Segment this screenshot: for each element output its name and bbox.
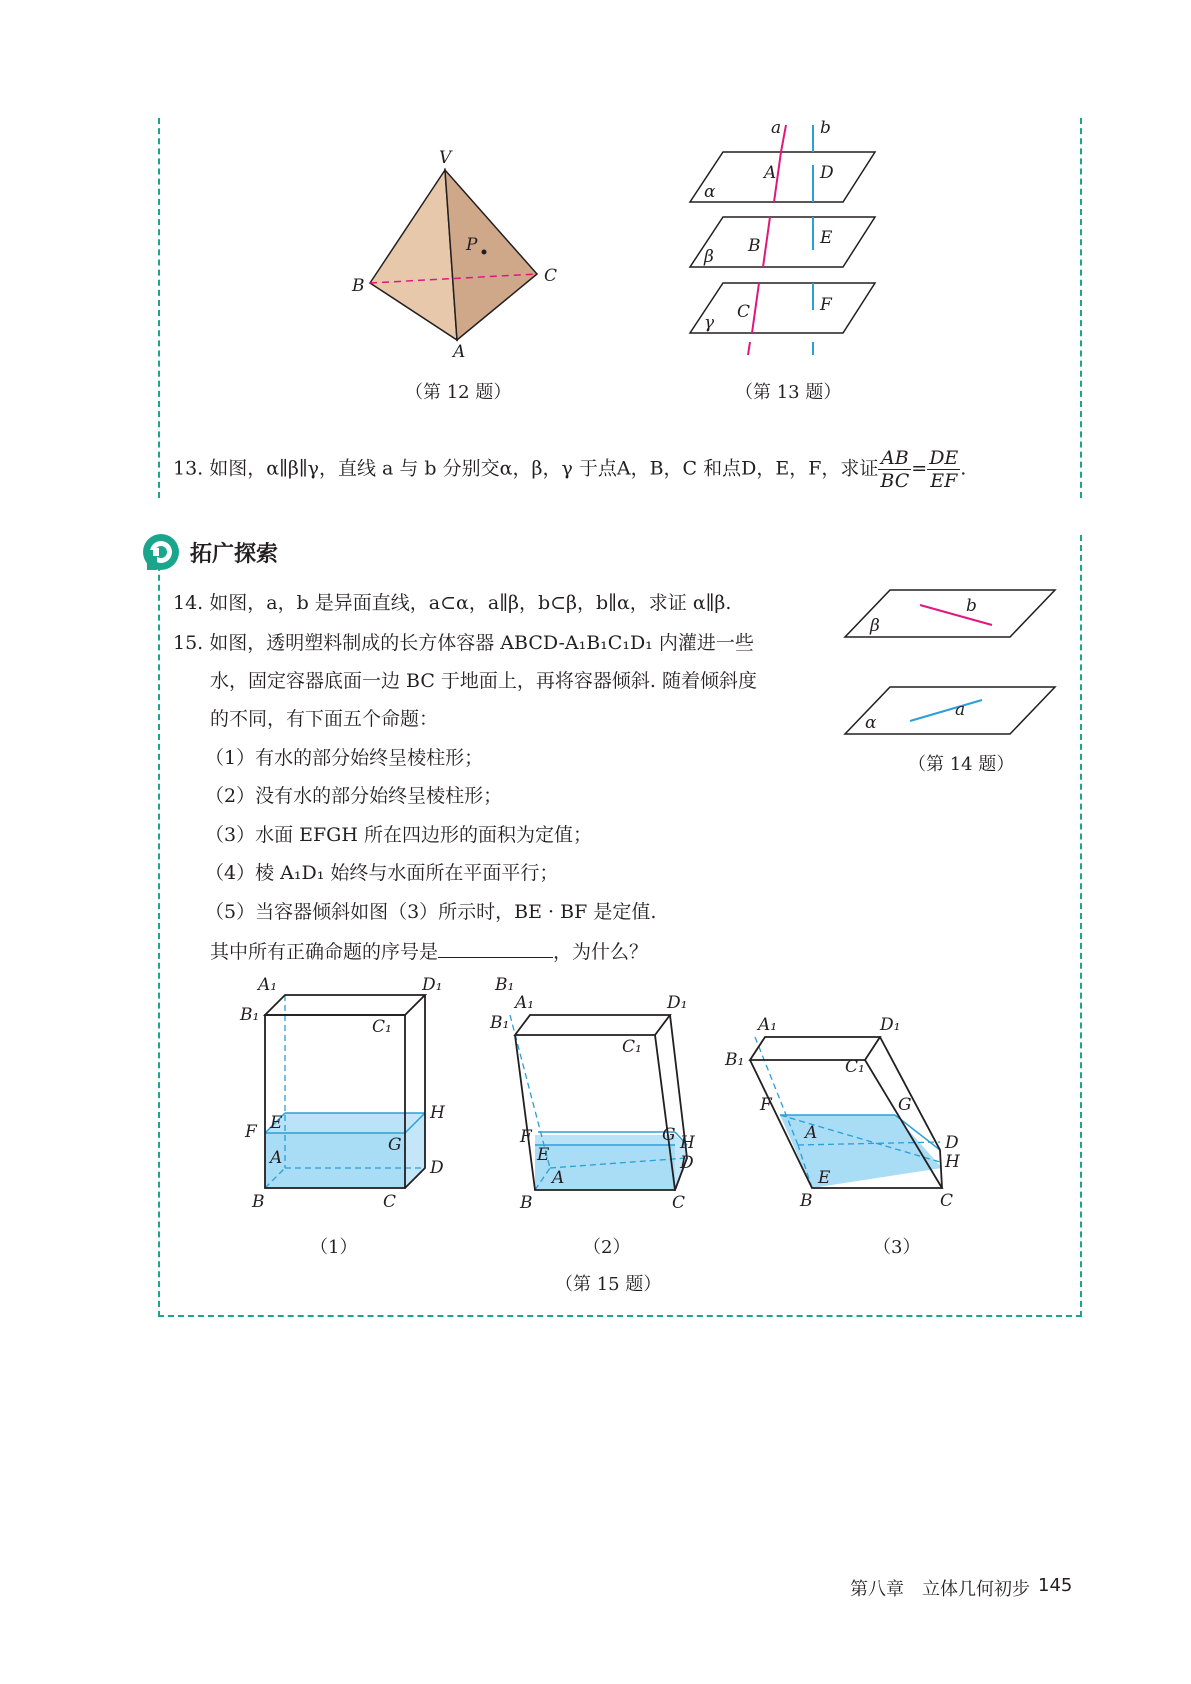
svg-text:D: D: [430, 1158, 444, 1178]
question-15-line-2: 水，固定容器底面一边 BC 于地面上，再将容器倾斜. 随着倾斜度: [210, 670, 758, 692]
label-gamma: γ: [704, 313, 715, 333]
svg-text:C₁: C₁: [845, 1057, 865, 1077]
fraction-de-ef: $\frac{DE}{EF}$: [929, 447, 959, 492]
figure-15-box-2: [495, 975, 710, 1213]
label-alpha: α: [865, 713, 877, 733]
svg-text:B₁: B₁: [490, 1013, 510, 1033]
svg-text:B: B: [520, 1193, 533, 1213]
figure-13-caption: （第 13 题）: [735, 382, 842, 403]
page-number: 145: [1038, 1575, 1073, 1596]
question-15-line-1: 15. 如图，透明塑料制成的长方体容器 ABCD-A₁B₁C₁D₁ 内灌进一些: [173, 632, 754, 654]
svg-text:D: D: [680, 1153, 694, 1173]
figure-12-caption: （第 12 题）: [405, 382, 512, 403]
svg-text:C: C: [383, 1192, 397, 1212]
figure-15-caption: （第 15 题）: [555, 1274, 662, 1295]
figure-15-box-3: [725, 1010, 970, 1211]
svg-text:A: A: [805, 1123, 818, 1143]
figure-15-box-1: [240, 970, 445, 1220]
question-13-text: 如图，α∥β∥γ，直线 a 与 b 分别交α，β，γ 于点A，B，C 和点D，E，F，求证: [209, 457, 879, 480]
svg-text:A: A: [552, 1168, 565, 1188]
svg-text:C: C: [672, 1193, 686, 1213]
svg-text:C₁: C₁: [622, 1037, 642, 1057]
svg-text:F: F: [520, 1127, 532, 1147]
label-V: V: [439, 148, 452, 168]
svg-text:D₁: D₁: [422, 975, 443, 995]
label-alpha: α: [704, 182, 716, 202]
question-13-number: 13.: [173, 457, 204, 480]
proposition-1: （1）有水的部分始终呈棱柱形；: [205, 747, 484, 769]
section-title: 拓广探索: [190, 542, 279, 567]
svg-text:E: E: [537, 1145, 550, 1165]
label-A: A: [453, 342, 466, 362]
svg-text:H: H: [680, 1133, 695, 1153]
figure-14-caption: （第 14 题）: [908, 754, 1015, 775]
svg-text:G: G: [388, 1135, 402, 1155]
label-P: P: [466, 235, 478, 255]
label-A: A: [764, 163, 777, 183]
label-a: a: [955, 700, 966, 720]
question-15-ask: 其中所有正确命题的序号是 ，为什么？: [210, 937, 648, 965]
svg-text:B₁: B₁: [495, 975, 515, 995]
svg-text:B₁: B₁: [240, 1005, 260, 1025]
label-C: C: [544, 266, 558, 286]
fraction-ab-bc: $\frac{AB}{BC}$: [880, 447, 910, 492]
question-15-line-3: 的不同，有下面五个命题：: [210, 708, 439, 730]
exercise-frame-top: [158, 118, 1082, 498]
proposition-5: （5）当容器倾斜如图（3）所示时，BE · BF 是定值.: [205, 901, 657, 923]
proposition-2: （2）没有水的部分始终呈棱柱形；: [205, 785, 503, 807]
svg-text:F: F: [245, 1122, 257, 1142]
question-14: 14. 如图，a，b 是异面直线，a⊂α，a∥β，b⊂β，b∥α，求证 α∥β.: [173, 592, 732, 614]
question-13: 13. 如图，α∥β∥γ，直线 a 与 b 分别交α，β，γ 于点A，B，C 和点D，E，F，求证 $\frac{AB}{BC}$ = $\frac{DE}{EF}$ .: [173, 447, 967, 492]
svg-text:B: B: [800, 1191, 813, 1211]
figure-15-sub-caption-3: （3）: [873, 1237, 921, 1258]
svg-text:G: G: [662, 1125, 676, 1145]
svg-text:E: E: [818, 1168, 831, 1188]
figure-12-pyramid: [340, 145, 580, 360]
label-C: C: [737, 302, 751, 322]
proposition-3: （3）水面 EFGH 所在四边形的面积为定值；: [205, 824, 592, 846]
label-B: B: [352, 276, 365, 296]
label-b: b: [820, 118, 831, 138]
label-B: B: [748, 236, 761, 256]
label-F: F: [820, 295, 832, 315]
answer-blank[interactable]: [438, 937, 553, 958]
svg-text:G: G: [898, 1095, 912, 1115]
svg-text:B: B: [252, 1192, 265, 1212]
svg-text:H: H: [945, 1152, 960, 1172]
svg-text:A₁: A₁: [258, 975, 278, 995]
svg-text:A₁: A₁: [758, 1015, 778, 1035]
svg-text:D: D: [945, 1133, 959, 1153]
label-E: E: [820, 228, 833, 248]
svg-text:H: H: [430, 1103, 445, 1123]
figure-14-planes: [840, 585, 1060, 745]
figure-15-box-2-b1-label: [480, 990, 520, 1033]
figure-15-sub-caption-1: （1）: [310, 1237, 358, 1258]
figure-15-sub-caption-2: （2）: [583, 1237, 631, 1258]
figure-13-planes: [680, 120, 880, 360]
label-b: b: [966, 596, 977, 616]
svg-text:C: C: [940, 1191, 954, 1211]
label-D: D: [820, 163, 834, 183]
proposition-4: （4）棱 A₁D₁ 始终与水面所在平面平行；: [205, 862, 559, 884]
svg-text:D₁: D₁: [667, 993, 688, 1013]
svg-text:D₁: D₁: [880, 1015, 901, 1035]
label-beta: β: [704, 247, 714, 267]
explore-section-icon: [141, 532, 181, 572]
svg-text:F: F: [760, 1095, 772, 1115]
svg-text:E: E: [270, 1113, 283, 1133]
svg-text:C₁: C₁: [372, 1017, 392, 1037]
chapter-title: 第八章 立体几何初步: [850, 1579, 1030, 1600]
label-a: a: [771, 118, 782, 138]
svg-text:B₁: B₁: [725, 1050, 745, 1070]
svg-text:A: A: [270, 1148, 283, 1168]
svg-text:A₁: A₁: [515, 993, 535, 1013]
label-beta: β: [870, 616, 880, 636]
